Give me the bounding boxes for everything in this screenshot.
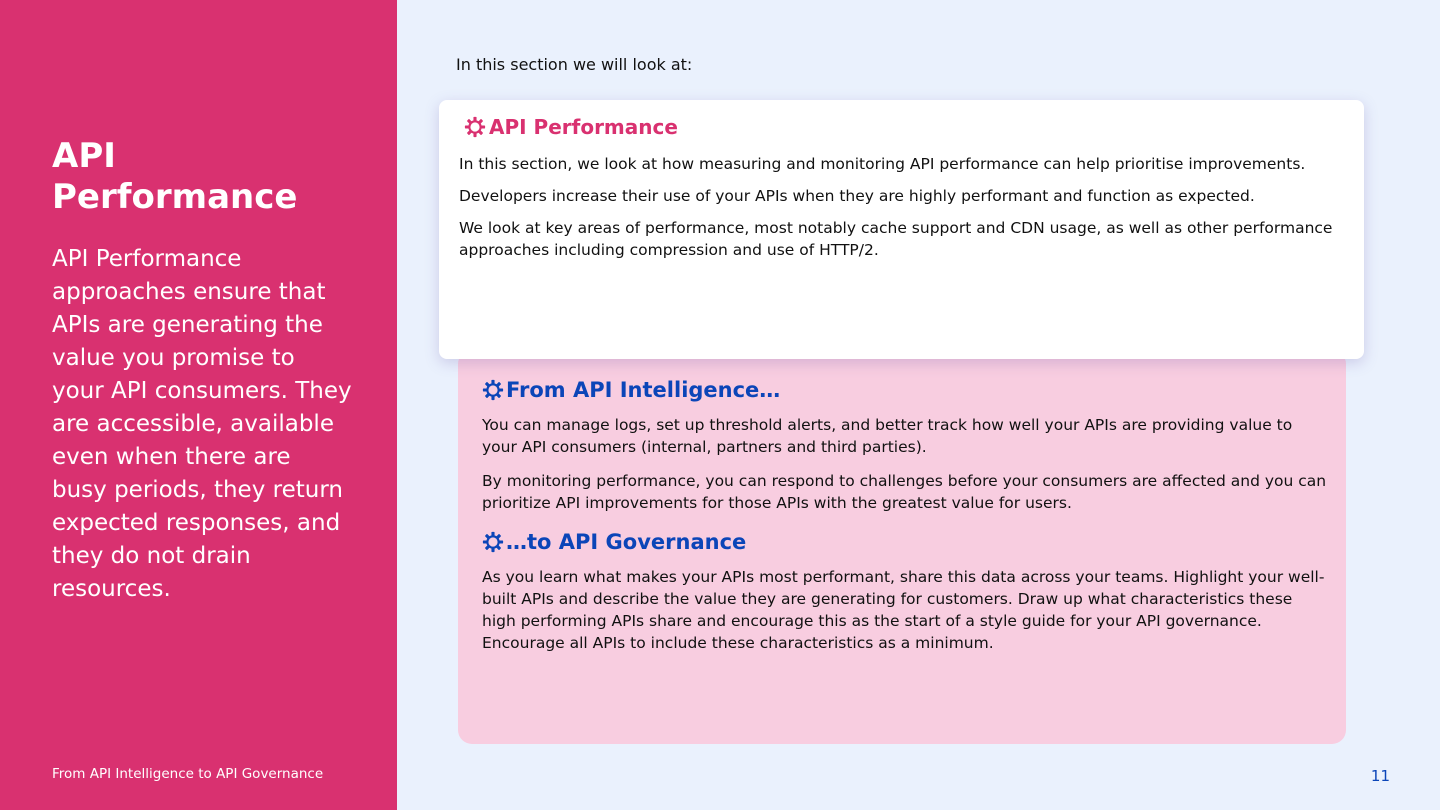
performance-heading-label: API Performance [489, 115, 678, 139]
gear-icon [482, 531, 504, 553]
sidebar [0, 0, 397, 810]
governance-paragraph: As you learn what makes your APIs most performant, share this data across your teams. Highlight your well-built APIs and describe the value they are generating for customers. Draw up what characteristics these high performing APIs share and encourage this as the start of a style guide for your API governance. Encourage all APIs to include these characteristics as a minimum. [482, 568, 1325, 652]
performance-paragraph: In this section, we look at how measuring and monitoring API performance can help prioritise improvements. [459, 155, 1306, 173]
performance-paragraph: We look at key areas of performance, most notably cache support and CDN usage, as well as other performance approaches including compression and use of HTTP/2. [459, 219, 1333, 259]
intro-text: In this section we will look at: [456, 55, 693, 74]
intelligence-heading-label: From API Intelligence… [506, 378, 781, 402]
intelligence-governance-card [458, 350, 1346, 744]
performance-paragraph: Developers increase their use of your APIs when they are highly performant and function as expected. [459, 187, 1255, 205]
document-footer: From API Intelligence to API Governance [52, 766, 324, 782]
section-title: API Performance [52, 136, 298, 217]
performance-card [439, 100, 1364, 359]
intelligence-paragraph: By monitoring performance, you can respond to challenges before your consumers are affected and you can prioritize API improvements for those APIs with the greatest value for users. [482, 472, 1327, 512]
page-number: 11 [1370, 767, 1390, 785]
intelligence-paragraph: You can manage logs, set up threshold alerts, and better track how well your APIs are providing value to your API consumers (internal, partners and third parties). [482, 416, 1293, 456]
gear-icon [464, 116, 486, 138]
governance-heading [482, 530, 1330, 554]
gear-icon [482, 379, 504, 401]
governance-heading-label: …to API Governance [506, 530, 747, 554]
performance-heading [464, 115, 1344, 139]
section-description: API Performance approaches ensure that APIs are generating the value you promise to your API consumers. They are accessible, available even when there are busy periods, they return expected responses, and they do not drain resources. [52, 246, 352, 602]
intelligence-heading [482, 378, 1330, 402]
